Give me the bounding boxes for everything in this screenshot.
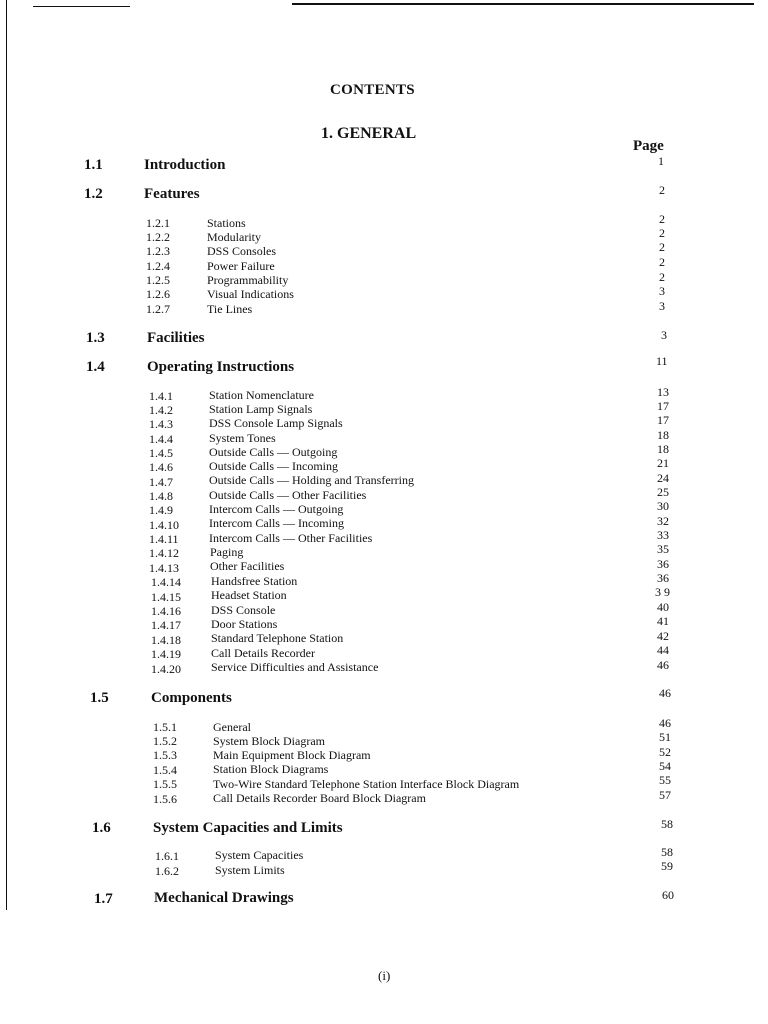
- subsection-title: Headset Station: [211, 588, 287, 602]
- subsection-title: Handsfree Station: [211, 574, 298, 588]
- subsection-number: 1.4.16: [151, 604, 181, 618]
- subsection-number: 1.5.2: [153, 734, 177, 748]
- subsection-page: 44: [657, 643, 669, 657]
- section-page: 46: [659, 686, 671, 700]
- subsection-title: Other Facilities: [210, 559, 285, 573]
- subsection-number: 1.4.12: [149, 546, 179, 560]
- section-title: Introduction: [144, 157, 226, 173]
- subsection-page: 58: [661, 845, 673, 859]
- subsection-page: 35: [657, 542, 669, 556]
- subsection-title: Standard Telephone Station: [211, 631, 344, 645]
- subsection-title: DSS Console: [211, 603, 276, 617]
- subsection-title: Intercom Calls — Outgoing: [209, 502, 344, 516]
- subsection-page: 2: [659, 270, 665, 284]
- subsection-page: 52: [659, 745, 671, 759]
- subsection-title: Call Details Recorder: [211, 646, 315, 660]
- subsection-page: 54: [659, 759, 671, 773]
- subsection-number: 1.4.9: [149, 503, 173, 517]
- top-rule: [292, 3, 754, 5]
- subsection-page: 46: [659, 716, 671, 730]
- subsection-title: Outside Calls — Other Facilities: [209, 488, 367, 502]
- section-page: 11: [656, 354, 668, 368]
- subsection-page: 41: [657, 614, 669, 628]
- subsection-page: 17: [657, 399, 669, 413]
- subsection-title: General: [213, 720, 251, 734]
- subsection-number: 1.4.6: [149, 460, 173, 474]
- subsection-page: 2: [659, 212, 665, 226]
- subsection-title: Visual Indications: [207, 287, 294, 301]
- subsection-title: DSS Consoles: [207, 244, 277, 258]
- subsection-page: 36: [657, 557, 669, 571]
- subsection-number: 1.6.1: [155, 849, 179, 863]
- section-number: 1.6: [92, 820, 111, 836]
- subsection-title: Intercom Calls — Other Facilities: [209, 531, 373, 545]
- subsection-page: 32: [657, 514, 669, 528]
- section-number: 1.1: [84, 157, 103, 173]
- subsection-number: 1.2.4: [146, 259, 170, 273]
- subsection-page: 21: [657, 456, 669, 470]
- section-title: Mechanical Drawings: [154, 890, 294, 906]
- section-number: 1.4: [86, 359, 105, 375]
- subsection-title: System Limits: [215, 863, 285, 877]
- section-title: Operating Instructions: [147, 359, 295, 375]
- subsection-page: 55: [659, 773, 671, 787]
- subsection-number: 1.2.6: [146, 287, 170, 301]
- section-title: Facilities: [147, 330, 205, 346]
- subsection-title: Modularity: [207, 230, 261, 244]
- subsection-page: 2: [659, 255, 665, 269]
- subsection-title: Outside Calls — Outgoing: [209, 445, 338, 459]
- page-number-footer: (i): [378, 968, 391, 983]
- subsection-number: 1.2.1: [146, 216, 170, 230]
- section-number: 1.3: [86, 330, 105, 346]
- subsection-number: 1.4.4: [149, 432, 173, 446]
- subsection-title: Outside Calls — Incoming: [209, 459, 338, 473]
- subsection-number: 1.5.5: [153, 777, 177, 791]
- subsection-page: 18: [657, 442, 669, 456]
- section-number: 1.7: [94, 891, 113, 907]
- subsection-page: 3 9: [655, 585, 670, 599]
- subsection-title: Two-Wire Standard Telephone Station Interface Block Diagram: [213, 777, 520, 791]
- subsection-page: 51: [659, 730, 671, 744]
- subsection-title: Call Details Recorder Board Block Diagram: [213, 791, 426, 805]
- section-page: 2: [659, 183, 665, 197]
- subsection-number: 1.4.18: [151, 633, 181, 647]
- subsection-number: 1.4.5: [149, 446, 173, 460]
- subsection-page: 57: [659, 788, 671, 802]
- subsection-number: 1.2.3: [146, 244, 170, 258]
- subsection-page: 59: [661, 859, 673, 873]
- subsection-title: System Capacities: [215, 848, 304, 862]
- subsection-title: Programmability: [207, 273, 289, 287]
- subsection-title: Station Block Diagrams: [213, 762, 329, 776]
- subsection-title: Station Nomenclature: [209, 388, 314, 402]
- section-page: 58: [661, 817, 673, 831]
- subsection-page: 2: [659, 226, 665, 240]
- subsection-title: Stations: [207, 216, 246, 230]
- subsection-title: Tie Lines: [207, 302, 253, 316]
- subsection-title: Outside Calls — Holding and Transferring: [209, 473, 414, 487]
- subsection-number: 1.4.13: [149, 561, 179, 575]
- subsection-number: 1.4.10: [149, 518, 179, 532]
- subsection-title: Station Lamp Signals: [209, 402, 313, 416]
- chapter-heading: 1. GENERAL: [321, 125, 417, 142]
- subsection-page: 30: [657, 499, 669, 513]
- subsection-number: 1.6.2: [155, 864, 179, 878]
- subsection-page: 13: [657, 385, 669, 399]
- subsection-page: 40: [657, 600, 669, 614]
- subsection-page: 17: [657, 413, 669, 427]
- subsection-number: 1.5.1: [153, 720, 177, 734]
- subsection-title: System Tones: [209, 431, 276, 445]
- section-page: 3: [661, 328, 667, 342]
- subsection-number: 1.4.2: [149, 403, 173, 417]
- subsection-number: 1.4.8: [149, 489, 173, 503]
- subsection-number: 1.2.2: [146, 230, 170, 244]
- subsection-number: 1.4.7: [149, 475, 173, 489]
- subsection-number: 1.5.3: [153, 748, 177, 762]
- subsection-page: 2: [659, 240, 665, 254]
- contents-title: CONTENTS: [330, 82, 415, 98]
- subsection-number: 1.4.17: [151, 618, 181, 632]
- subsection-number: 1.4.11: [149, 532, 179, 546]
- subsection-page: 24: [657, 471, 669, 485]
- subsection-number: 1.2.7: [146, 302, 170, 316]
- subsection-title: DSS Console Lamp Signals: [209, 416, 343, 430]
- subsection-page: 36: [657, 571, 669, 585]
- subsection-number: 1.4.20: [151, 662, 181, 676]
- section-title: System Capacities and Limits: [153, 820, 343, 836]
- section-title: Features: [144, 186, 200, 202]
- subsection-title: System Block Diagram: [213, 734, 325, 748]
- subsection-number: 1.4.14: [151, 575, 181, 589]
- subsection-page: 42: [657, 629, 669, 643]
- section-number: 1.5: [90, 690, 109, 706]
- subsection-number: 1.2.5: [146, 273, 170, 287]
- subsection-page: 25: [657, 485, 669, 499]
- subsection-number: 1.4.15: [151, 590, 181, 604]
- subsection-page: 3: [659, 284, 665, 298]
- section-page: 1: [658, 154, 664, 168]
- subsection-page: 33: [657, 528, 669, 542]
- subsection-title: Service Difficulties and Assistance: [211, 660, 379, 674]
- section-number: 1.2: [84, 186, 103, 202]
- page-column-header: Page: [633, 138, 664, 154]
- subsection-number: 1.5.6: [153, 792, 177, 806]
- subsection-page: 3: [659, 299, 665, 313]
- subsection-title: Power Failure: [207, 259, 275, 273]
- left-margin-line: [6, 0, 7, 910]
- subsection-number: 1.4.3: [149, 417, 173, 431]
- subsection-page: 18: [657, 428, 669, 442]
- subsection-title: Door Stations: [211, 617, 278, 631]
- subsection-number: 1.4.19: [151, 647, 181, 661]
- section-page: 60: [662, 888, 674, 902]
- top-left-rule: [33, 6, 130, 7]
- subsection-title: Intercom Calls — Incoming: [209, 516, 344, 530]
- subsection-title: Paging: [210, 545, 244, 559]
- subsection-page: 46: [657, 658, 669, 672]
- subsection-number: 1.5.4: [153, 763, 177, 777]
- subsection-number: 1.4.1: [149, 389, 173, 403]
- section-title: Components: [151, 690, 232, 706]
- subsection-title: Main Equipment Block Diagram: [213, 748, 371, 762]
